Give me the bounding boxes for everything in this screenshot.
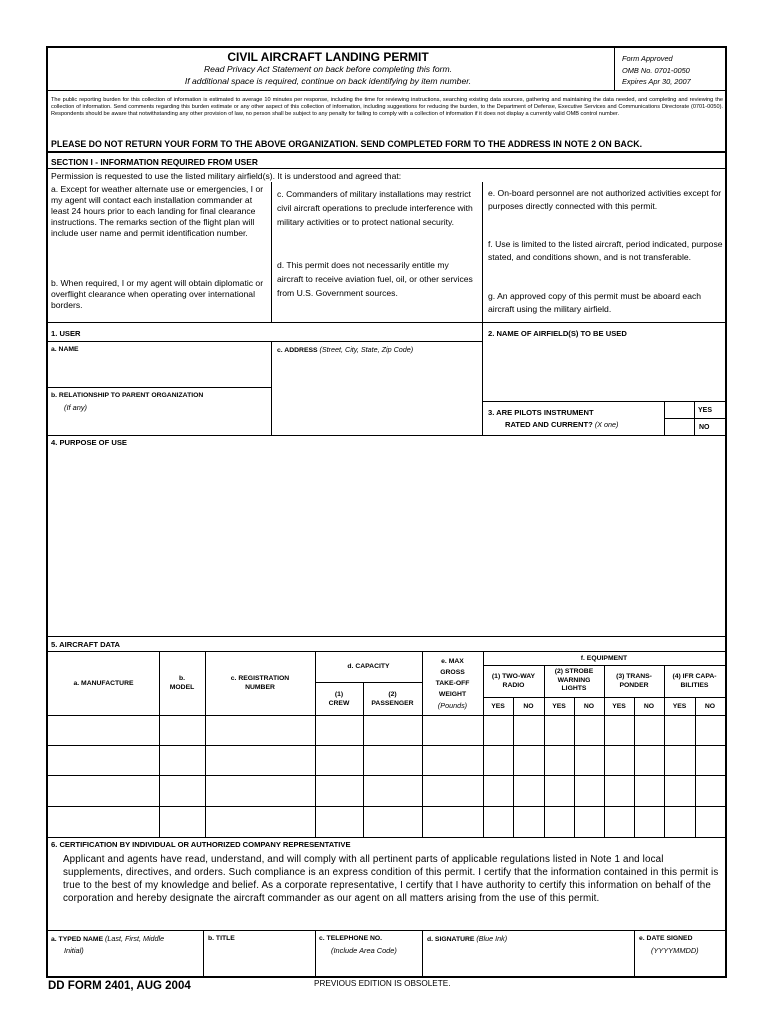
col-transponder bbox=[604, 665, 664, 697]
section-1-intro: Permission is requested to use the listed military airfield(s). It is understood and agreed that: bbox=[51, 171, 402, 181]
name-address-divider bbox=[271, 341, 272, 435]
radio-yes-header: YES bbox=[491, 702, 505, 710]
col-model-letter: b. bbox=[178, 675, 186, 682]
strobe-yes-header: YES bbox=[552, 702, 566, 710]
col-crew-number: (1) bbox=[334, 690, 344, 698]
radio-no-header: NO bbox=[523, 702, 534, 710]
aircraft-data-row[interactable] bbox=[48, 806, 725, 837]
col-ifr-line-2: BILITIES bbox=[680, 682, 709, 689]
item-6-label: 6. CERTIFICATION BY INDIVIDUAL OR AUTHORIZED COMPANY REPRESENTATIVE bbox=[51, 840, 351, 849]
col-weight-line-4: WEIGHT bbox=[438, 690, 467, 698]
equipment-rule bbox=[483, 665, 726, 666]
section-title-rule bbox=[46, 168, 726, 169]
conditions-divider-1 bbox=[271, 182, 272, 322]
typed-name-label bbox=[51, 934, 164, 944]
return-notice: PLEASE DO NOT RETURN YOUR FORM TO THE ABOVE ORGANIZATION. SEND COMPLETED FORM TO THE ADDRESS IN NOTE 2 ON BACK. bbox=[51, 139, 643, 149]
items-1-3-bottom-rule bbox=[46, 435, 726, 436]
form-title: CIVIL AIRCRAFT LANDING PERMIT bbox=[227, 50, 429, 64]
aircraft-bottom-rule bbox=[46, 837, 726, 838]
yes-no-rule bbox=[483, 697, 726, 698]
strobe-no-header: NO bbox=[583, 702, 595, 710]
aircraft-data-row[interactable] bbox=[48, 745, 725, 775]
privacy-instruction: Read Privacy Act Statement on back before completing this form. bbox=[203, 64, 453, 74]
col-passenger bbox=[363, 682, 422, 715]
condition-a: a. Except for weather alternate use or emergencies, I or my agent will contact each installation commander at least 24 hours prior to each landing for final clearance instructions. The remarks section of the flight plan will include user name and permit identification number. bbox=[51, 184, 264, 238]
col-ifr-line-1: (4) IFR CAPA- bbox=[672, 673, 717, 680]
certification-text: Applicant and agents have read, understand, and will comply with all pertinent parts of applicable regulations listed in Note 1 and local supplements, directives, and orders. Such compliance is an express condition of this permit. I certify that the information contained in this permit is true to the best of my knowledge and belief. As a corporate representative, I certify that I have authority to certify this information on behalf of the corporation and hereby designate the aircraft commander as our agent on all matters arising from the use of this permit. bbox=[63, 854, 719, 904]
typed-name-field[interactable] bbox=[49, 956, 202, 976]
date-signed-label: e. DATE SIGNED bbox=[639, 935, 693, 942]
col-strobe-line-1: (2) STROBE bbox=[554, 668, 594, 676]
item-4-label: 4. PURPOSE OF USE bbox=[51, 438, 127, 447]
aircraft-col-line bbox=[604, 665, 605, 837]
purpose-of-use-field[interactable] bbox=[49, 450, 724, 636]
user-airfield-divider bbox=[482, 322, 483, 435]
instrument-rated-no-checkbox[interactable] bbox=[665, 419, 694, 434]
condition-e: e. On-board personnel are not authorized activities except for purposes directly connected with this permit. bbox=[488, 188, 722, 211]
checkbox-middle bbox=[664, 418, 726, 419]
aircraft-col-line bbox=[205, 651, 206, 837]
user-name-field[interactable] bbox=[49, 355, 271, 387]
notice-rule bbox=[46, 151, 726, 153]
col-weight-line-1: e. MAX bbox=[441, 657, 464, 665]
col-passenger-text: PASSENGER bbox=[371, 699, 414, 707]
burden-statement: The public reporting burden for this collection of information is estimated to average 10 minutes per response, including the time for reviewing instructions, searching existing data sources, gathering and maintaining the data needed, and completing and reviewing the collection of information. Send comments regarding this burden estimate or any other aspect of this collection of information, including suggestions for reducing the burden, to the Department of Defense, Executive Services and Communications Directorate (0701-0050). Respondents should be aware that notwithstanding any other provision of law, no person shall be subject to any penalty for failing to comply with a collection of information if it does not display a currently valid OMB control number. bbox=[51, 97, 723, 117]
airfields-field[interactable] bbox=[486, 342, 724, 400]
signature-label-text: d. SIGNATURE bbox=[427, 936, 475, 943]
col-weight-line-3: TAKE-OFF bbox=[435, 679, 470, 687]
typed-name-hint: (Last, First, Middle bbox=[105, 934, 165, 943]
col-radio-line-1: (1) TWO-WAY bbox=[491, 673, 536, 680]
instrument-rated-no-label: NO bbox=[699, 424, 710, 431]
signature-label bbox=[427, 934, 507, 944]
aircraft-row-rule bbox=[46, 775, 726, 776]
aircraft-col-line bbox=[664, 665, 665, 837]
condition-c: c. Commanders of military installations may restrict civil aircraft operations to preclude interference with military activities or to protect national security. bbox=[277, 189, 473, 227]
item-3-hint: (X one) bbox=[594, 420, 619, 429]
col-radio-line-2: RADIO bbox=[502, 682, 525, 689]
item-3-label-line-1: 3. ARE PILOTS INSTRUMENT bbox=[488, 408, 594, 417]
ifr-no-header: NO bbox=[704, 702, 716, 710]
telephone-label: c. TELEPHONE NO. bbox=[319, 935, 383, 942]
condition-d: d. This permit does not necessarily entitle my aircraft to receive aviation fuel, oil, or other services from U.S. Government sources. bbox=[277, 260, 473, 298]
condition-g: g. An approved copy of this permit must be aboard each aircraft using the military airfield. bbox=[488, 291, 702, 314]
signature-hint: (Blue Ink) bbox=[476, 934, 508, 943]
form-number: DD FORM 2401, AUG 2004 bbox=[48, 980, 191, 992]
col-model-text: MODEL bbox=[169, 684, 195, 691]
typed-name-label-text: a. TYPED NAME bbox=[51, 936, 104, 943]
expiration-date: Expires Apr 30, 2007 bbox=[622, 77, 691, 86]
conditions-bottom-rule bbox=[46, 322, 726, 323]
col-strobe-lights bbox=[544, 665, 604, 697]
col-weight-line-2: GROSS bbox=[440, 668, 465, 676]
col-manufacture: a. MANUFACTURE bbox=[73, 679, 134, 687]
aircraft-col-line bbox=[315, 651, 316, 837]
aircraft-col-line bbox=[483, 651, 484, 837]
header-rule bbox=[46, 90, 726, 91]
col-ifr-capabilities bbox=[664, 665, 725, 697]
col-crew bbox=[315, 682, 363, 715]
col-passenger-number: (2) bbox=[388, 690, 397, 698]
aircraft-col-line bbox=[159, 651, 160, 837]
instrument-rated-yes-label: YES bbox=[698, 407, 713, 414]
aircraft-col-line bbox=[695, 697, 696, 837]
frame-bottom bbox=[46, 976, 727, 978]
col-max-weight bbox=[422, 651, 483, 715]
col-registration-line-1: c. REGISTRATION bbox=[230, 675, 290, 682]
col-registration-line-2: NUMBER bbox=[245, 684, 275, 691]
date-signed-field[interactable] bbox=[636, 956, 724, 976]
col-crew-text: CREW bbox=[328, 699, 350, 707]
title-field[interactable] bbox=[205, 946, 315, 976]
col-registration bbox=[205, 651, 315, 715]
ifr-yes-header: YES bbox=[672, 702, 687, 710]
relationship-field[interactable] bbox=[49, 413, 271, 435]
col-two-way-radio bbox=[483, 665, 544, 697]
conditions-divider-2 bbox=[482, 182, 483, 322]
aircraft-data-row[interactable] bbox=[48, 775, 725, 806]
certification-rule bbox=[46, 930, 726, 931]
col-transponder-line-2: PONDER bbox=[619, 682, 649, 689]
purpose-bottom-rule bbox=[46, 636, 726, 637]
aircraft-row-rule bbox=[46, 806, 726, 807]
aircraft-data-row[interactable] bbox=[48, 715, 725, 745]
aircraft-col-line bbox=[363, 682, 364, 837]
col-transponder-line-1: (3) TRANS- bbox=[616, 673, 652, 680]
aircraft-col-line bbox=[574, 697, 575, 837]
form-approved: Form Approved bbox=[622, 54, 673, 63]
user-label-rule bbox=[46, 341, 483, 342]
typed-name-hint-2: Initial) bbox=[64, 946, 84, 955]
address-hint: (Street, City, State, Zip Code) bbox=[319, 345, 414, 354]
signature-col-line bbox=[634, 930, 635, 976]
col-strobe-line-3: LIGHTS bbox=[561, 685, 587, 693]
instrument-rated-yes-checkbox[interactable] bbox=[665, 403, 694, 418]
item-1-label: 1. USER bbox=[51, 329, 81, 338]
telephone-hint: (Include Area Code) bbox=[331, 946, 397, 955]
obsolete-notice: PREVIOUS EDITION IS OBSOLETE. bbox=[314, 979, 451, 988]
item-2-label: 2. NAME OF AIRFIELD(S) TO BE USED bbox=[488, 329, 627, 338]
aircraft-col-line bbox=[422, 651, 423, 837]
col-capacity: d. CAPACITY bbox=[347, 663, 390, 670]
col-model bbox=[159, 651, 205, 715]
aircraft-col-line bbox=[513, 697, 514, 837]
frame-top bbox=[46, 46, 727, 48]
col-equipment: f. EQUIPMENT bbox=[580, 654, 628, 662]
aircraft-row-rule bbox=[46, 745, 726, 746]
signature-col-line bbox=[203, 930, 204, 976]
airfield-bottom-rule bbox=[482, 401, 726, 402]
signature-col-line bbox=[315, 930, 316, 976]
signature-col-line bbox=[422, 930, 423, 976]
aircraft-header-top bbox=[46, 651, 726, 652]
signature-field[interactable] bbox=[424, 946, 632, 976]
name-bottom-rule bbox=[46, 387, 272, 388]
title-label: b. TITLE bbox=[208, 935, 235, 942]
name-label-text: a. NAME bbox=[51, 346, 79, 353]
name-label bbox=[51, 345, 79, 354]
address-field[interactable] bbox=[274, 356, 482, 432]
telephone-field[interactable] bbox=[317, 956, 420, 976]
section-1-title: SECTION I - INFORMATION REQUIRED FROM USER bbox=[51, 157, 258, 167]
aircraft-row-rule bbox=[46, 715, 726, 716]
aircraft-col-line bbox=[544, 665, 545, 837]
omb-box-divider bbox=[614, 46, 615, 90]
relationship-label: b. RELATIONSHIP TO PARENT ORGANIZATION bbox=[51, 392, 204, 399]
transponder-yes-header: YES bbox=[612, 702, 626, 710]
address-label-text: c. ADDRESS bbox=[277, 347, 318, 354]
col-weight-units: (Pounds) bbox=[437, 700, 468, 710]
capacity-rule bbox=[315, 682, 422, 683]
transponder-no-header: NO bbox=[643, 702, 655, 710]
item-5-label: 5. AIRCRAFT DATA bbox=[51, 640, 121, 649]
continuation-instruction: If additional space is required, continue on back identifying by item number. bbox=[184, 76, 472, 86]
condition-b: b. When required, I or my agent will obtain diplomatic or overflight clearance when operating over international borders. bbox=[51, 278, 264, 310]
condition-f: f. Use is limited to the listed aircraft, period indicated, purpose stated, and conditions shown, and is not transferable. bbox=[488, 239, 723, 262]
col-strobe-line-2: WARNING bbox=[557, 676, 591, 684]
omb-number: OMB No. 0701-0050 bbox=[622, 66, 690, 75]
address-label bbox=[277, 345, 413, 355]
aircraft-col-line bbox=[634, 697, 635, 837]
item-3-label-text: RATED AND CURRENT? bbox=[505, 420, 593, 429]
relationship-hint: (If any) bbox=[64, 403, 87, 412]
item-3-label-line-2 bbox=[505, 420, 618, 429]
date-signed-hint: (YYYYMMDD) bbox=[651, 946, 699, 955]
